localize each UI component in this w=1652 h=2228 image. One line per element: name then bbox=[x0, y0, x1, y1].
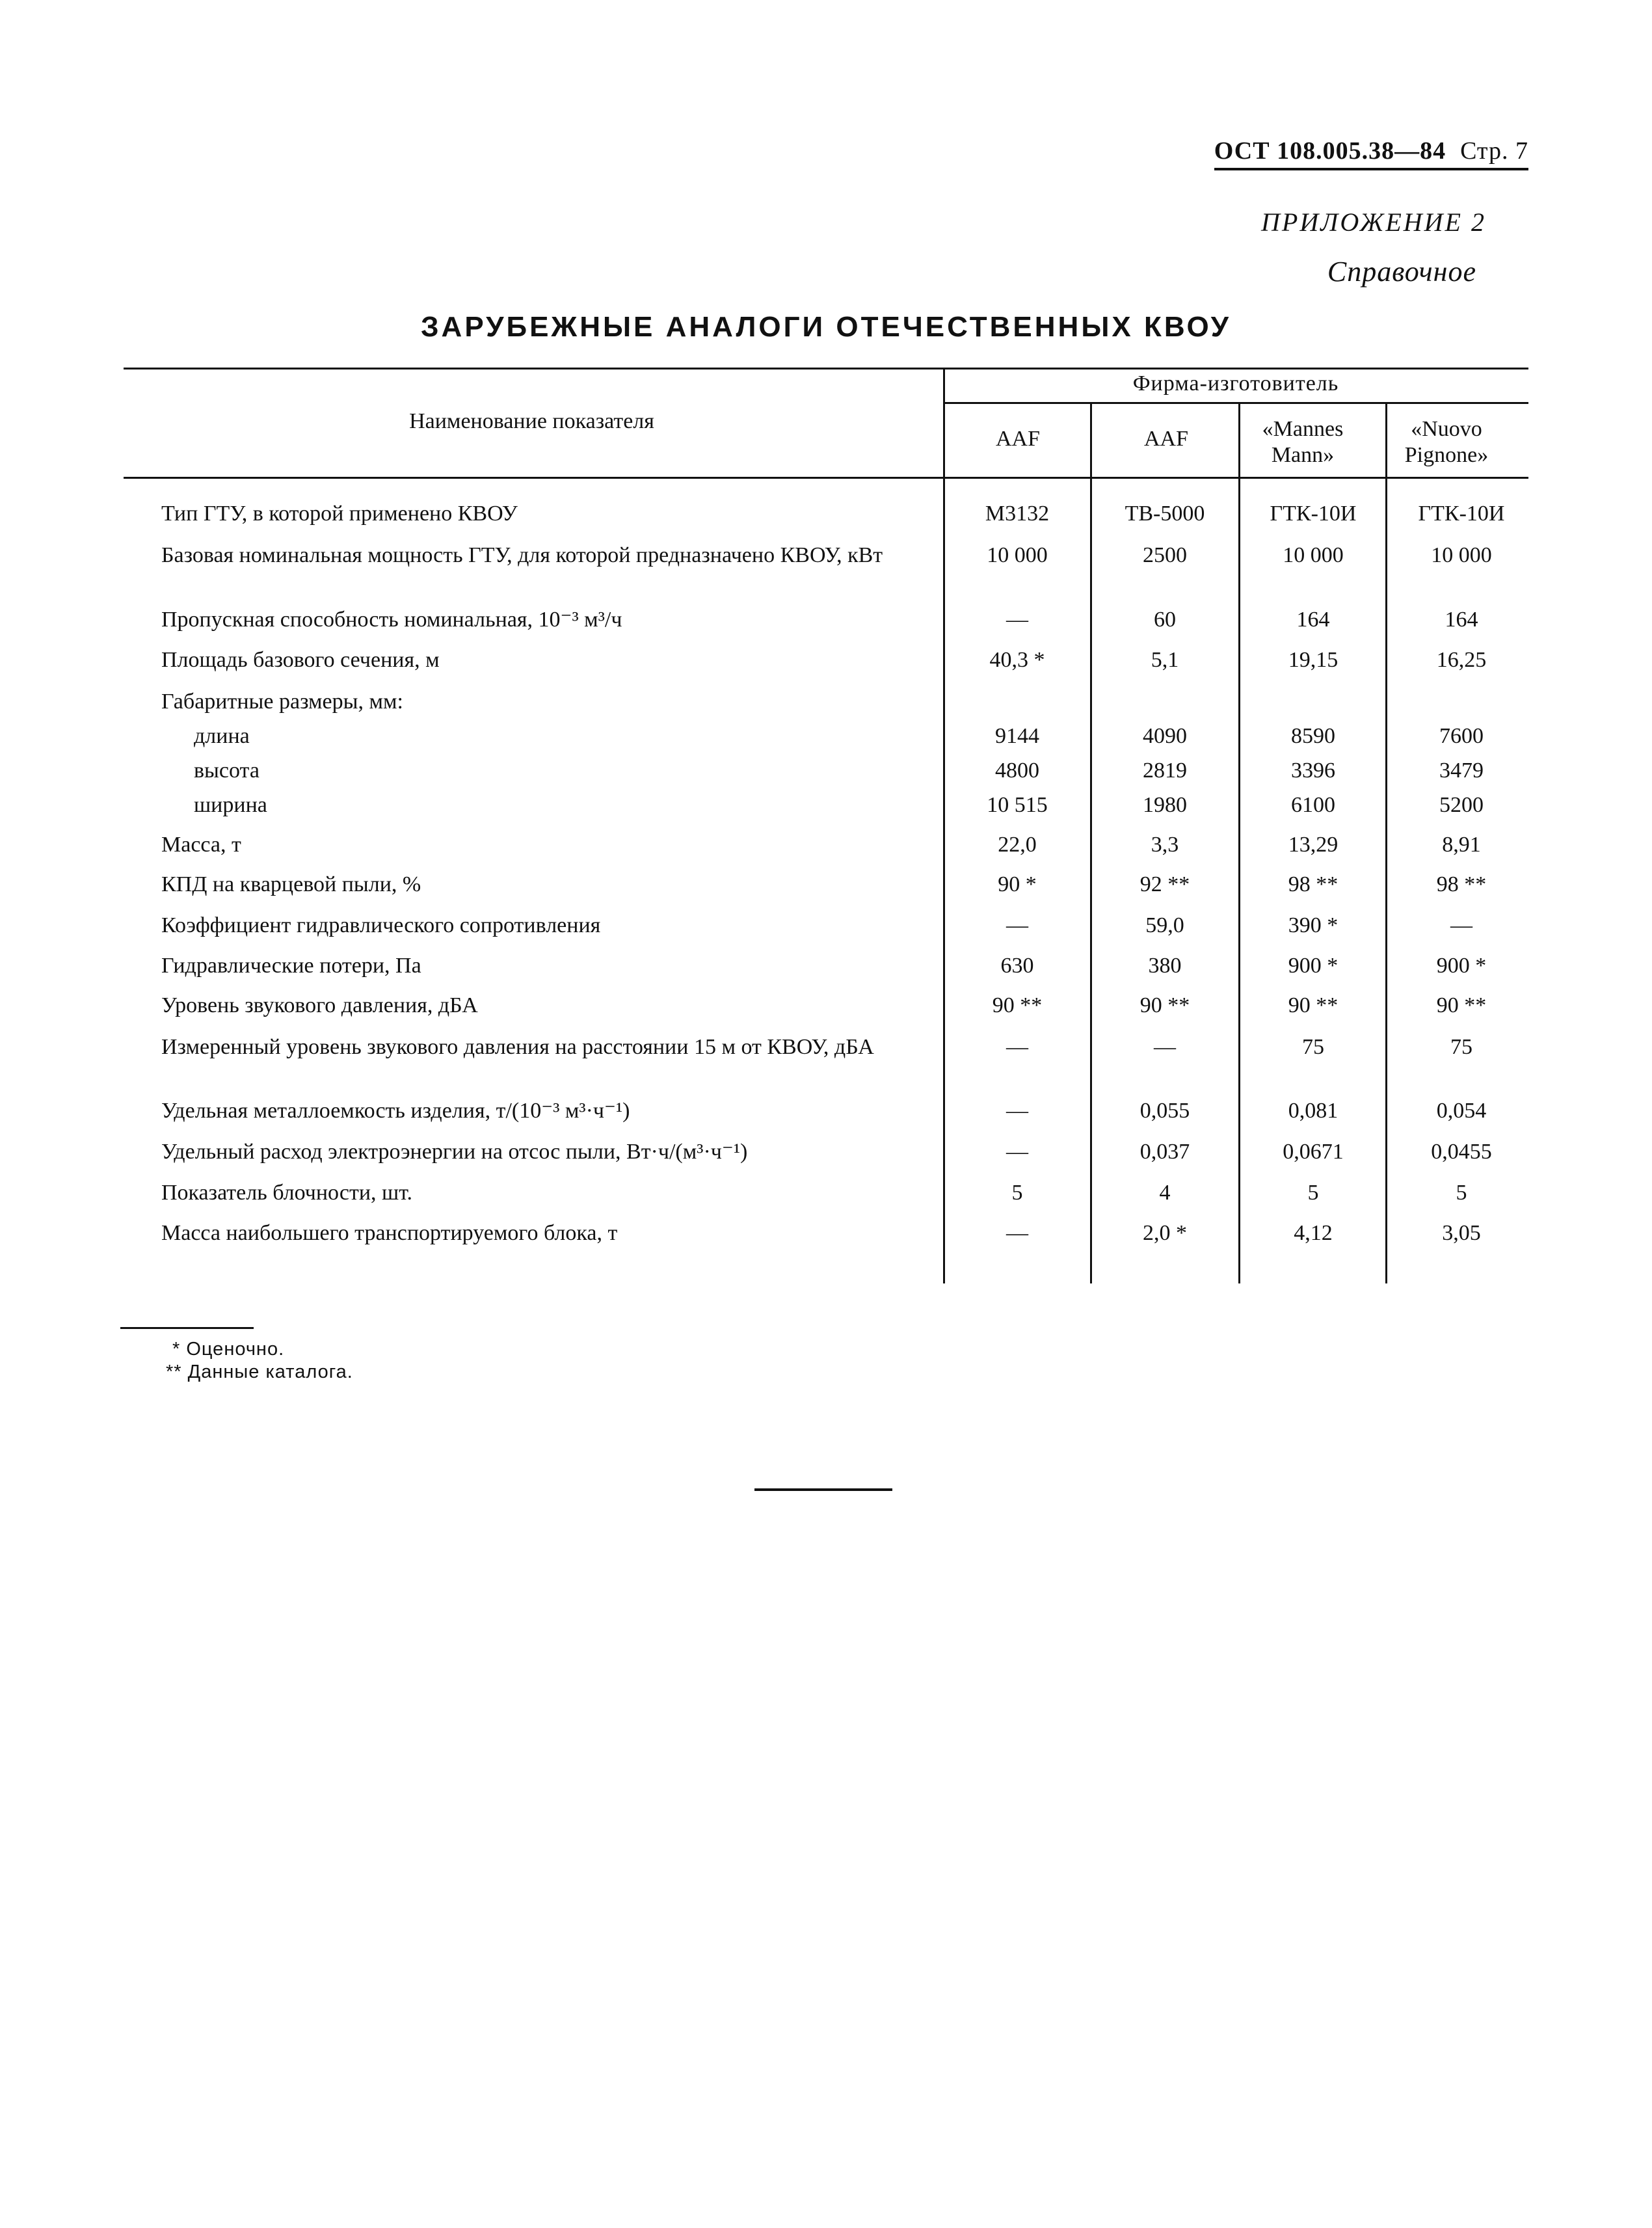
cell-value: 0,081 bbox=[1288, 1099, 1339, 1123]
cell-value: 5200 bbox=[1439, 793, 1484, 817]
column-header-mannes-mann: «Mannes Mann» bbox=[1262, 417, 1344, 467]
cell-value: 92 ** bbox=[1139, 872, 1190, 896]
cell-value: 40,3 * bbox=[989, 648, 1045, 672]
cell-value: 59,0 bbox=[1145, 913, 1184, 937]
indicator-header: Наименование показателя bbox=[409, 409, 654, 433]
cell-value: ГТК-10И bbox=[1418, 502, 1505, 526]
cell-value: 0,055 bbox=[1139, 1099, 1190, 1123]
cell-value: 4 bbox=[1159, 1181, 1171, 1205]
cell-value: — bbox=[1006, 913, 1028, 937]
row-label: КПД на кварцевой пыли, % bbox=[161, 872, 421, 896]
header-bottom-rule bbox=[124, 477, 1528, 479]
cell-value: 2,0 * bbox=[1143, 1221, 1187, 1245]
cell-value: 2500 bbox=[1143, 543, 1187, 567]
cell-value: 900 * bbox=[1288, 954, 1339, 978]
cell-value: 1980 bbox=[1143, 793, 1187, 817]
manufacturer-header: Фирма-изготовитель bbox=[1132, 371, 1339, 396]
cell-value: 10 000 bbox=[987, 543, 1048, 567]
document-code bbox=[1214, 137, 1528, 170]
cell-value: 90 ** bbox=[1436, 993, 1487, 1017]
cell-value: 0,0455 bbox=[1431, 1140, 1492, 1164]
cell-value: 90 ** bbox=[992, 993, 1043, 1017]
cell-value: 75 bbox=[1450, 1035, 1472, 1059]
cell-value: 5,1 bbox=[1151, 648, 1179, 672]
cell-value: 0,054 bbox=[1436, 1099, 1487, 1123]
cell-value: 380 bbox=[1148, 954, 1182, 978]
end-rule bbox=[754, 1488, 892, 1491]
cell-value: 10 000 bbox=[1431, 543, 1492, 567]
row-label: Пропускная способность номинальная, 10⁻³ м³/ч bbox=[161, 608, 622, 632]
row-label: Удельный расход электроэнергии на отсос пыли, Вт·ч/(м³·ч⁻¹) bbox=[161, 1140, 748, 1164]
cell-value: 164 bbox=[1445, 608, 1478, 632]
footnote-estimate: * Оценочно. bbox=[172, 1339, 285, 1360]
row-label: Площадь базового сечения, м bbox=[161, 648, 440, 672]
cell-value: 6100 bbox=[1291, 793, 1335, 817]
row-label: Масса, т bbox=[161, 833, 241, 857]
table-divider-3 bbox=[1385, 403, 1387, 1283]
cell-value: 3396 bbox=[1291, 758, 1335, 783]
cell-value: — bbox=[1154, 1035, 1176, 1059]
cell-value: 4,12 bbox=[1294, 1221, 1333, 1245]
cell-value: 90 ** bbox=[1288, 993, 1339, 1017]
cell-value: 390 * bbox=[1288, 913, 1339, 937]
cell-value: 2819 bbox=[1143, 758, 1187, 783]
row-label: Масса наибольшего транспортируемого блока, т bbox=[161, 1221, 618, 1245]
row-label: Гидравлические потери, Па bbox=[161, 954, 421, 978]
cell-value: 0,0671 bbox=[1283, 1140, 1344, 1164]
cell-value: 16,25 bbox=[1436, 648, 1487, 672]
cell-value: 164 bbox=[1296, 608, 1330, 632]
cell-value: 3,3 bbox=[1151, 833, 1179, 857]
cell-value: 19,15 bbox=[1288, 648, 1339, 672]
cell-value: 98 ** bbox=[1436, 872, 1487, 896]
row-label: Коэффициент гидравлического сопротивления bbox=[161, 913, 601, 937]
row-label: Измеренный уровень звукового давления на расстоянии 15 м от КВОУ, дБА bbox=[161, 1035, 874, 1059]
cell-value: 0,037 bbox=[1139, 1140, 1190, 1164]
manufacturer-rule bbox=[943, 402, 1528, 404]
cell-value: 98 ** bbox=[1288, 872, 1339, 896]
column-header-aaf-1: AAF bbox=[995, 427, 1041, 451]
cell-value: 7600 bbox=[1439, 724, 1484, 748]
cell-value: 10 000 bbox=[1283, 543, 1344, 567]
cell-value: — bbox=[1006, 1035, 1028, 1059]
row-label: длина bbox=[194, 724, 250, 748]
row-label: Габаритные размеры, мм: bbox=[161, 690, 403, 714]
cell-value: 3,05 bbox=[1442, 1221, 1481, 1245]
footnote-catalog: ** Данные каталога. bbox=[166, 1362, 353, 1382]
reference-label: Справочное bbox=[1327, 256, 1476, 288]
row-label: ширина bbox=[194, 793, 267, 817]
cell-value: ГТК-10И bbox=[1270, 502, 1357, 526]
table-divider-2 bbox=[1238, 403, 1240, 1283]
table-top-rule bbox=[124, 368, 1528, 369]
cell-value: 3479 bbox=[1439, 758, 1484, 783]
row-label: Базовая номинальная мощность ГТУ, для которой предназначено КВОУ, кВт bbox=[161, 543, 883, 567]
cell-value: 22,0 bbox=[998, 833, 1037, 857]
cell-value: 90 * bbox=[998, 872, 1037, 896]
cell-value: — bbox=[1006, 608, 1028, 632]
column-header-aaf-2: AAF bbox=[1143, 427, 1189, 451]
page-number: Стр. 7 bbox=[1460, 137, 1528, 165]
cell-value: 8,91 bbox=[1442, 833, 1481, 857]
row-label: Показатель блочности, шт. bbox=[161, 1181, 413, 1205]
document-code-text: ОСТ 108.005.38—84 bbox=[1214, 137, 1446, 165]
cell-value: 5 bbox=[1011, 1181, 1023, 1205]
cell-value: — bbox=[1006, 1221, 1028, 1245]
row-label: Удельная металлоемкость изделия, т/(10⁻³ м³·ч⁻¹) bbox=[161, 1099, 630, 1123]
cell-value: — bbox=[1450, 913, 1472, 937]
cell-value: 60 bbox=[1154, 608, 1176, 632]
cell-value: 5 bbox=[1456, 1181, 1467, 1205]
cell-value: 10 515 bbox=[987, 793, 1048, 817]
cell-value: М3132 bbox=[985, 502, 1050, 526]
row-label: Тип ГТУ, в которой применено КВОУ bbox=[161, 502, 518, 526]
cell-value: ТВ-5000 bbox=[1125, 502, 1205, 526]
cell-value: 8590 bbox=[1291, 724, 1335, 748]
row-label: высота bbox=[194, 758, 260, 783]
footnote-rule bbox=[120, 1327, 254, 1329]
cell-value: 5 bbox=[1307, 1181, 1319, 1205]
column-header-nuovo-pignone: «Nuovo Pignone» bbox=[1404, 417, 1489, 467]
cell-value: 630 bbox=[1000, 954, 1034, 978]
cell-value: 90 ** bbox=[1139, 993, 1190, 1017]
cell-value: — bbox=[1006, 1140, 1028, 1164]
page-title: ЗАРУБЕЖНЫЕ АНАЛОГИ ОТЕЧЕСТВЕННЫХ КВОУ bbox=[420, 311, 1232, 343]
cell-value: 4800 bbox=[995, 758, 1039, 783]
cell-value: 13,29 bbox=[1288, 833, 1339, 857]
cell-value: 75 bbox=[1302, 1035, 1324, 1059]
cell-value: 9144 bbox=[995, 724, 1039, 748]
table-divider-1 bbox=[1090, 403, 1092, 1283]
row-label: Уровень звукового давления, дБА bbox=[161, 993, 478, 1017]
cell-value: 900 * bbox=[1436, 954, 1487, 978]
cell-value: 4090 bbox=[1143, 724, 1187, 748]
appendix-label: ПРИЛОЖЕНИЕ 2 bbox=[1261, 208, 1486, 237]
cell-value: — bbox=[1006, 1099, 1028, 1123]
